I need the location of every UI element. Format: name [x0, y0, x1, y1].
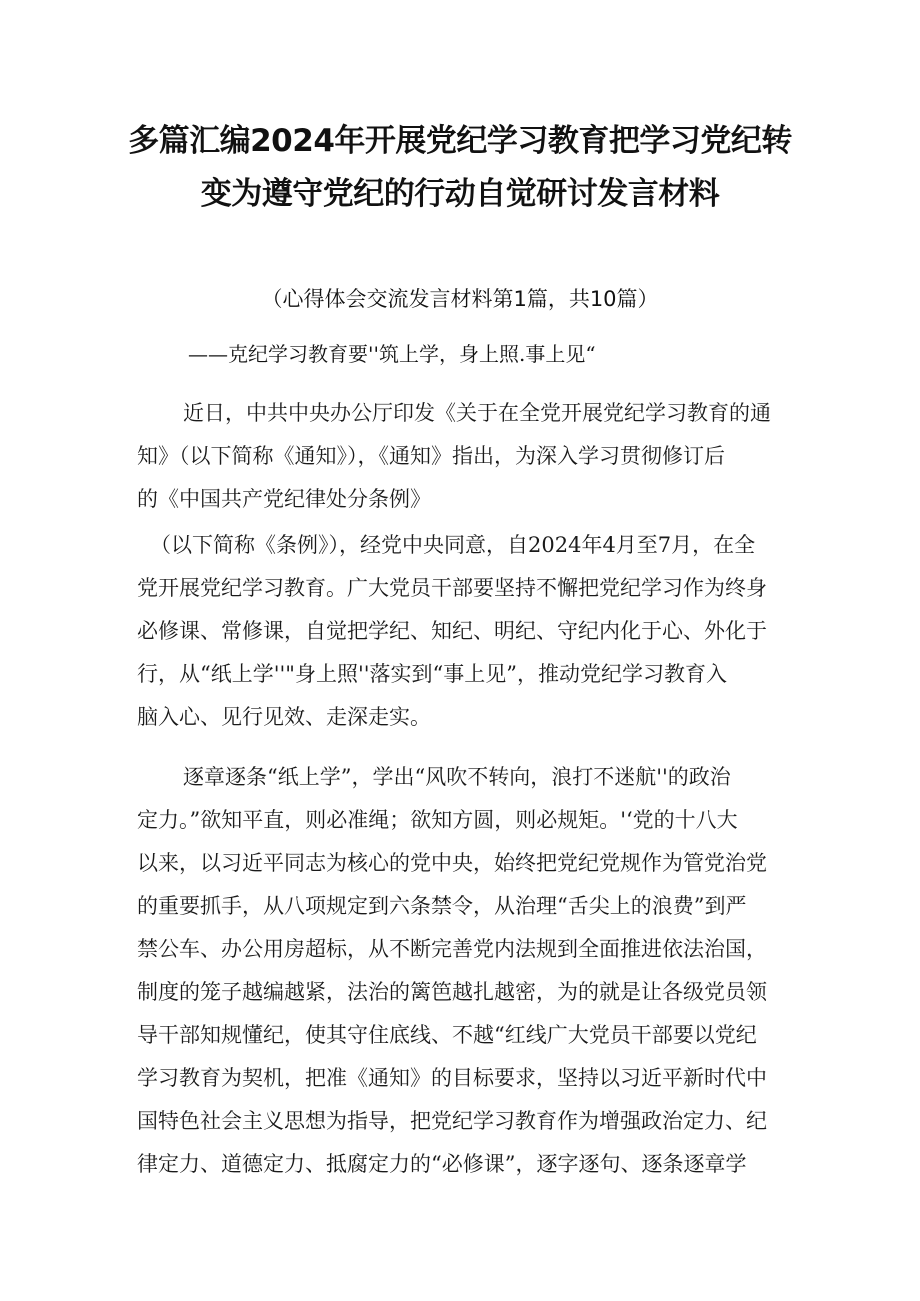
document-title-line-2: 变为遵守党纪的行动自觉研讨发言材料 [200, 176, 720, 212]
paragraph-1-line: 党开展党纪学习教育。广大党员干部要坚持不懈把党纪学习作为终身 [137, 576, 767, 600]
document-tagline: ——克纪学习教育要''筑上学，身上照.事上见“ [188, 342, 596, 366]
paragraph-2-line: 的重要抓手，从八项规定到六条禁令，从治理“舌尖上的浪费”到严 [137, 894, 747, 918]
paragraph-1-line: 必修课、常修课，自觉把学纪、知纪、明纪、守纪内化于心、外化于 [137, 619, 767, 643]
paragraph-2-line: 律定力、道德定力、抵腐定力的“必修课”，逐字逐句、逐条逐章学 [137, 1152, 747, 1176]
paragraph-1-line: 行，从“纸上学''"身上照''落实到“事上见”，推动党纪学习教育入 [137, 662, 727, 686]
paragraph-2-line: 国特色社会主义思想为指导，把党纪学习教育作为增强政治定力、纪 [137, 1109, 767, 1133]
paragraph-2-line: 以来，以习近平同志为核心的党中央，始终把党纪党规作为管党治党 [137, 851, 767, 875]
paragraph-1-line: 知》（以下简称《通知》），《通知》指出，为深入学习贯彻修订后 [137, 444, 725, 468]
paragraph-1-line: （以下简称《条例》），经党中央同意，自2024年4月至7月，在全 [150, 533, 756, 557]
paragraph-2-line: 禁公车、办公用房超标，从不断完善党内法规到全面推进依法治国， [137, 937, 767, 961]
document-subtitle: （心得体会交流发言材料第1篇，共10篇） [261, 287, 659, 311]
paragraph-1-line: 的《中国共产党纪律处分条例》 [137, 487, 431, 511]
paragraph-2-line: 定力。”欲知平直，则必准绳；欲知方圆，则必规矩。'‘党的十八大 [137, 808, 738, 832]
document-title-line-1: 多篇汇编2024年开展党纪学习教育把学习党纪转 [128, 123, 792, 159]
paragraph-1-line: 脑入心、见行见效、走深走实。 [137, 705, 431, 729]
paragraph-2-line: 逐章逐条“纸上学”，学出“风吹不转向，浪打不迷航''的政治 [183, 765, 731, 789]
paragraph-2-line: 导干部知规懂纪，使其守住底线、不越“红线广大党员干部要以党纪 [137, 1023, 757, 1047]
paragraph-1-line: 近日，中共中央办公厅印发《关于在全党开展党纪学习教育的通 [183, 401, 771, 425]
paragraph-2-line: 制度的笼子越编越紧，法治的篱笆越扎越密，为的就是让各级党员领 [137, 980, 767, 1004]
paragraph-2-line: 学习教育为契机，把准《通知》的目标要求，坚持以习近平新时代中 [137, 1066, 767, 1090]
